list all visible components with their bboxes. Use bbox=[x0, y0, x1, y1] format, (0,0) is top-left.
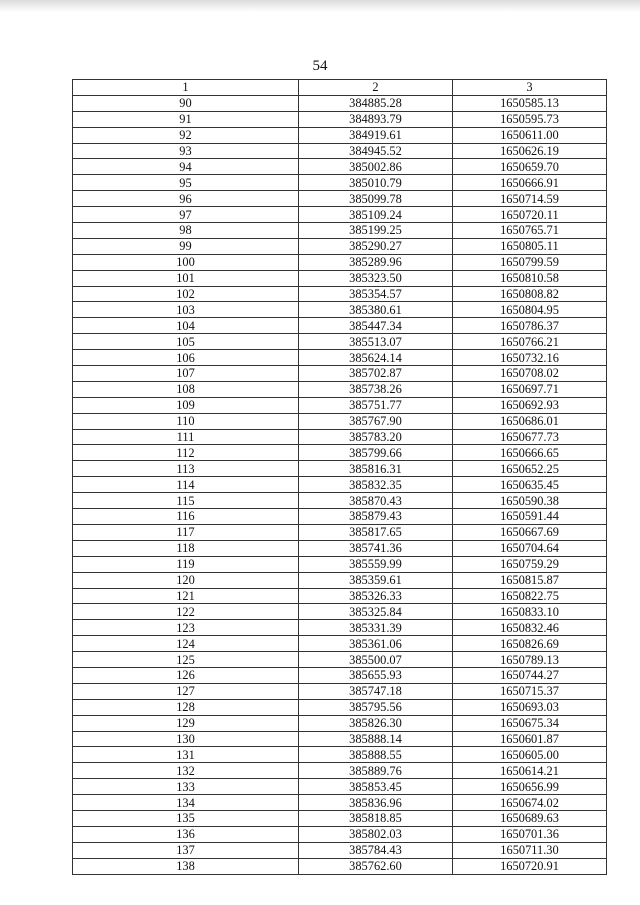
x-coordinate-cell: 385323.50 bbox=[299, 270, 453, 286]
point-number-cell: 131 bbox=[73, 747, 299, 763]
table-row bbox=[73, 223, 607, 239]
y-coordinate-cell: 1650708.02 bbox=[453, 366, 607, 382]
y-coordinate-cell: 1650815.87 bbox=[453, 572, 607, 588]
y-coordinate-cell: 1650804.95 bbox=[453, 302, 607, 318]
x-coordinate-cell: 385559.99 bbox=[299, 556, 453, 572]
x-coordinate-cell: 385826.30 bbox=[299, 715, 453, 731]
table-row bbox=[73, 715, 607, 731]
table-row bbox=[73, 652, 607, 668]
x-coordinate-cell: 385359.61 bbox=[299, 572, 453, 588]
table-row bbox=[73, 810, 607, 826]
point-number-cell: 98 bbox=[73, 223, 299, 239]
x-coordinate-cell: 385888.55 bbox=[299, 747, 453, 763]
point-number-cell: 97 bbox=[73, 207, 299, 223]
y-coordinate-cell: 1650626.19 bbox=[453, 143, 607, 159]
x-coordinate-cell: 385836.96 bbox=[299, 795, 453, 811]
y-coordinate-cell: 1650601.87 bbox=[453, 731, 607, 747]
point-number-cell: 103 bbox=[73, 302, 299, 318]
table-row bbox=[73, 493, 607, 509]
table-header-row bbox=[73, 80, 607, 96]
x-coordinate-cell: 385817.65 bbox=[299, 524, 453, 540]
y-coordinate-cell: 1650759.29 bbox=[453, 556, 607, 572]
y-coordinate-cell: 1650714.59 bbox=[453, 191, 607, 207]
y-coordinate-cell: 1650701.36 bbox=[453, 826, 607, 842]
x-coordinate-cell: 385888.14 bbox=[299, 731, 453, 747]
y-coordinate-cell: 1650667.69 bbox=[453, 524, 607, 540]
table-row bbox=[73, 731, 607, 747]
y-coordinate-cell: 1650826.69 bbox=[453, 636, 607, 652]
table-row bbox=[73, 381, 607, 397]
x-coordinate-cell: 385361.06 bbox=[299, 636, 453, 652]
point-number-cell: 125 bbox=[73, 652, 299, 668]
x-coordinate-cell: 385326.33 bbox=[299, 588, 453, 604]
point-number-cell: 118 bbox=[73, 540, 299, 556]
y-coordinate-cell: 1650822.75 bbox=[453, 588, 607, 604]
table-row bbox=[73, 175, 607, 191]
point-number-cell: 90 bbox=[73, 95, 299, 111]
y-coordinate-cell: 1650720.11 bbox=[453, 207, 607, 223]
y-coordinate-cell: 1650605.00 bbox=[453, 747, 607, 763]
point-number-cell: 119 bbox=[73, 556, 299, 572]
point-number-cell: 107 bbox=[73, 366, 299, 382]
point-number-cell: 124 bbox=[73, 636, 299, 652]
x-coordinate-cell: 385325.84 bbox=[299, 604, 453, 620]
y-coordinate-cell: 1650697.71 bbox=[453, 381, 607, 397]
table-row bbox=[73, 318, 607, 334]
scan-edge-shadow bbox=[0, 0, 640, 12]
column-header-y: 3 bbox=[453, 80, 607, 96]
x-coordinate-cell: 385762.60 bbox=[299, 858, 453, 874]
y-coordinate-cell: 1650720.91 bbox=[453, 858, 607, 874]
point-number-cell: 133 bbox=[73, 779, 299, 795]
y-coordinate-cell: 1650711.30 bbox=[453, 842, 607, 858]
y-coordinate-cell: 1650595.73 bbox=[453, 111, 607, 127]
table-row bbox=[73, 413, 607, 429]
y-coordinate-cell: 1650635.45 bbox=[453, 477, 607, 493]
table-row bbox=[73, 270, 607, 286]
x-coordinate-cell: 385853.45 bbox=[299, 779, 453, 795]
x-coordinate-cell: 385818.85 bbox=[299, 810, 453, 826]
y-coordinate-cell: 1650766.21 bbox=[453, 334, 607, 350]
y-coordinate-cell: 1650611.00 bbox=[453, 127, 607, 143]
x-coordinate-cell: 385738.26 bbox=[299, 381, 453, 397]
point-number-cell: 115 bbox=[73, 493, 299, 509]
point-number-cell: 94 bbox=[73, 159, 299, 175]
x-coordinate-cell: 385655.93 bbox=[299, 667, 453, 683]
x-coordinate-cell: 385624.14 bbox=[299, 350, 453, 366]
y-coordinate-cell: 1650666.91 bbox=[453, 175, 607, 191]
point-number-cell: 113 bbox=[73, 461, 299, 477]
x-coordinate-cell: 385832.35 bbox=[299, 477, 453, 493]
x-coordinate-cell: 384885.28 bbox=[299, 95, 453, 111]
point-number-cell: 99 bbox=[73, 238, 299, 254]
point-number-cell: 136 bbox=[73, 826, 299, 842]
point-number-cell: 135 bbox=[73, 810, 299, 826]
point-number-cell: 132 bbox=[73, 763, 299, 779]
x-coordinate-cell: 385500.07 bbox=[299, 652, 453, 668]
point-number-cell: 116 bbox=[73, 509, 299, 525]
x-coordinate-cell: 385109.24 bbox=[299, 207, 453, 223]
point-number-cell: 100 bbox=[73, 254, 299, 270]
y-coordinate-cell: 1650808.82 bbox=[453, 286, 607, 302]
y-coordinate-cell: 1650656.99 bbox=[453, 779, 607, 795]
table-row bbox=[73, 95, 607, 111]
x-coordinate-cell: 385795.56 bbox=[299, 699, 453, 715]
point-number-cell: 91 bbox=[73, 111, 299, 127]
x-coordinate-cell: 384945.52 bbox=[299, 143, 453, 159]
table-row bbox=[73, 334, 607, 350]
page-number: 54 bbox=[312, 58, 328, 74]
point-number-cell: 111 bbox=[73, 429, 299, 445]
table-row bbox=[73, 191, 607, 207]
table-row bbox=[73, 826, 607, 842]
table-row bbox=[73, 254, 607, 270]
table-row bbox=[73, 127, 607, 143]
point-number-cell: 112 bbox=[73, 445, 299, 461]
x-coordinate-cell: 385289.96 bbox=[299, 254, 453, 270]
y-coordinate-cell: 1650652.25 bbox=[453, 461, 607, 477]
table-row bbox=[73, 779, 607, 795]
x-coordinate-cell: 385331.39 bbox=[299, 620, 453, 636]
x-coordinate-cell: 384893.79 bbox=[299, 111, 453, 127]
x-coordinate-cell: 385799.66 bbox=[299, 445, 453, 461]
table-row bbox=[73, 350, 607, 366]
x-coordinate-cell: 385380.61 bbox=[299, 302, 453, 318]
point-number-cell: 121 bbox=[73, 588, 299, 604]
point-number-cell: 122 bbox=[73, 604, 299, 620]
x-coordinate-cell: 385513.07 bbox=[299, 334, 453, 350]
y-coordinate-cell: 1650786.37 bbox=[453, 318, 607, 334]
point-number-cell: 109 bbox=[73, 397, 299, 413]
table-row bbox=[73, 207, 607, 223]
point-number-cell: 126 bbox=[73, 667, 299, 683]
table-row bbox=[73, 445, 607, 461]
table-row bbox=[73, 842, 607, 858]
point-number-cell: 127 bbox=[73, 683, 299, 699]
point-number-cell: 114 bbox=[73, 477, 299, 493]
y-coordinate-cell: 1650833.10 bbox=[453, 604, 607, 620]
x-coordinate-cell: 385741.36 bbox=[299, 540, 453, 556]
table-row bbox=[73, 795, 607, 811]
y-coordinate-cell: 1650686.01 bbox=[453, 413, 607, 429]
x-coordinate-cell: 385870.43 bbox=[299, 493, 453, 509]
table-row bbox=[73, 509, 607, 525]
coordinates-table bbox=[72, 79, 607, 875]
y-coordinate-cell: 1650689.63 bbox=[453, 810, 607, 826]
y-coordinate-cell: 1650704.64 bbox=[453, 540, 607, 556]
table-row bbox=[73, 620, 607, 636]
y-coordinate-cell: 1650614.21 bbox=[453, 763, 607, 779]
table-row bbox=[73, 477, 607, 493]
table-row bbox=[73, 429, 607, 445]
point-number-cell: 128 bbox=[73, 699, 299, 715]
point-number-cell: 110 bbox=[73, 413, 299, 429]
y-coordinate-cell: 1650677.73 bbox=[453, 429, 607, 445]
y-coordinate-cell: 1650832.46 bbox=[453, 620, 607, 636]
point-number-cell: 93 bbox=[73, 143, 299, 159]
table-row bbox=[73, 858, 607, 874]
table-row bbox=[73, 747, 607, 763]
point-number-cell: 106 bbox=[73, 350, 299, 366]
point-number-cell: 101 bbox=[73, 270, 299, 286]
y-coordinate-cell: 1650590.38 bbox=[453, 493, 607, 509]
y-coordinate-cell: 1650693.03 bbox=[453, 699, 607, 715]
table-row bbox=[73, 540, 607, 556]
point-number-cell: 130 bbox=[73, 731, 299, 747]
y-coordinate-cell: 1650674.02 bbox=[453, 795, 607, 811]
y-coordinate-cell: 1650666.65 bbox=[453, 445, 607, 461]
point-number-cell: 134 bbox=[73, 795, 299, 811]
point-number-cell: 92 bbox=[73, 127, 299, 143]
x-coordinate-cell: 385879.43 bbox=[299, 509, 453, 525]
table-row bbox=[73, 366, 607, 382]
point-number-cell: 104 bbox=[73, 318, 299, 334]
table-row bbox=[73, 159, 607, 175]
x-coordinate-cell: 385010.79 bbox=[299, 175, 453, 191]
x-coordinate-cell: 385199.25 bbox=[299, 223, 453, 239]
table-row bbox=[73, 699, 607, 715]
point-number-cell: 102 bbox=[73, 286, 299, 302]
table-row bbox=[73, 397, 607, 413]
y-coordinate-cell: 1650805.11 bbox=[453, 238, 607, 254]
y-coordinate-cell: 1650732.16 bbox=[453, 350, 607, 366]
x-coordinate-cell: 385702.87 bbox=[299, 366, 453, 382]
column-header-point: 1 bbox=[73, 80, 299, 96]
x-coordinate-cell: 385767.90 bbox=[299, 413, 453, 429]
column-header-x: 2 bbox=[299, 80, 453, 96]
table-row bbox=[73, 286, 607, 302]
point-number-cell: 96 bbox=[73, 191, 299, 207]
point-number-cell: 138 bbox=[73, 858, 299, 874]
y-coordinate-cell: 1650585.13 bbox=[453, 95, 607, 111]
table-row bbox=[73, 636, 607, 652]
table-row bbox=[73, 604, 607, 620]
table-row bbox=[73, 111, 607, 127]
table-row bbox=[73, 667, 607, 683]
point-number-cell: 108 bbox=[73, 381, 299, 397]
y-coordinate-cell: 1650789.13 bbox=[453, 652, 607, 668]
y-coordinate-cell: 1650715.37 bbox=[453, 683, 607, 699]
x-coordinate-cell: 385784.43 bbox=[299, 842, 453, 858]
y-coordinate-cell: 1650744.27 bbox=[453, 667, 607, 683]
point-number-cell: 137 bbox=[73, 842, 299, 858]
y-coordinate-cell: 1650810.58 bbox=[453, 270, 607, 286]
x-coordinate-cell: 385447.34 bbox=[299, 318, 453, 334]
x-coordinate-cell: 385002.86 bbox=[299, 159, 453, 175]
x-coordinate-cell: 385751.77 bbox=[299, 397, 453, 413]
point-number-cell: 120 bbox=[73, 572, 299, 588]
table-row bbox=[73, 143, 607, 159]
y-coordinate-cell: 1650659.70 bbox=[453, 159, 607, 175]
y-coordinate-cell: 1650765.71 bbox=[453, 223, 607, 239]
point-number-cell: 105 bbox=[73, 334, 299, 350]
y-coordinate-cell: 1650799.59 bbox=[453, 254, 607, 270]
y-coordinate-cell: 1650591.44 bbox=[453, 509, 607, 525]
table-row bbox=[73, 572, 607, 588]
y-coordinate-cell: 1650692.93 bbox=[453, 397, 607, 413]
table-row bbox=[73, 683, 607, 699]
x-coordinate-cell: 385290.27 bbox=[299, 238, 453, 254]
table-row bbox=[73, 524, 607, 540]
table-body bbox=[73, 95, 607, 874]
x-coordinate-cell: 385354.57 bbox=[299, 286, 453, 302]
point-number-cell: 129 bbox=[73, 715, 299, 731]
table-row bbox=[73, 461, 607, 477]
x-coordinate-cell: 385099.78 bbox=[299, 191, 453, 207]
point-number-cell: 123 bbox=[73, 620, 299, 636]
x-coordinate-cell: 385816.31 bbox=[299, 461, 453, 477]
table-row bbox=[73, 556, 607, 572]
table-row bbox=[73, 588, 607, 604]
table-row bbox=[73, 238, 607, 254]
y-coordinate-cell: 1650675.34 bbox=[453, 715, 607, 731]
x-coordinate-cell: 385889.76 bbox=[299, 763, 453, 779]
x-coordinate-cell: 385783.20 bbox=[299, 429, 453, 445]
point-number-cell: 95 bbox=[73, 175, 299, 191]
x-coordinate-cell: 385802.03 bbox=[299, 826, 453, 842]
x-coordinate-cell: 385747.18 bbox=[299, 683, 453, 699]
x-coordinate-cell: 384919.61 bbox=[299, 127, 453, 143]
table-row bbox=[73, 763, 607, 779]
point-number-cell: 117 bbox=[73, 524, 299, 540]
table-row bbox=[73, 302, 607, 318]
